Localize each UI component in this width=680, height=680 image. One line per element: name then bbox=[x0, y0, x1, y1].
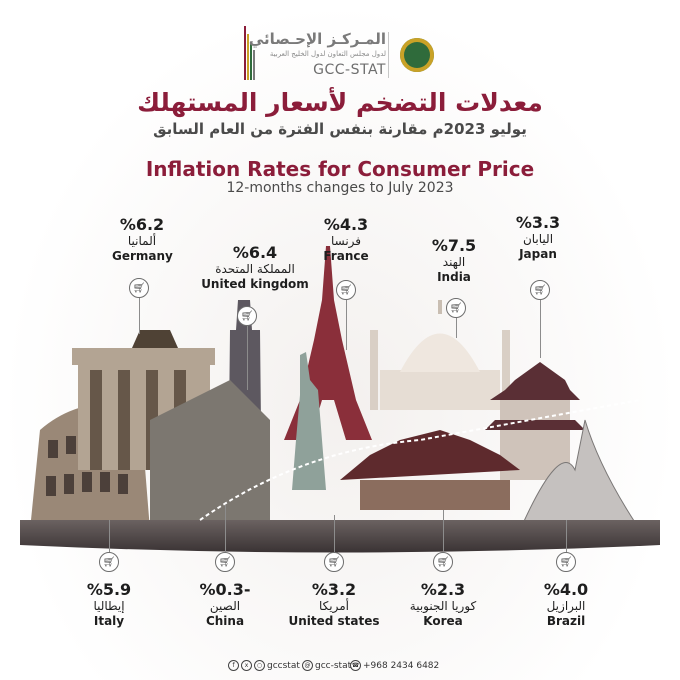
country-brazil bbox=[536, 580, 596, 629]
facebook-icon[interactable]: f bbox=[228, 660, 239, 671]
korea-rate: %2.3 bbox=[420, 580, 466, 599]
korea-pointer-line bbox=[443, 510, 444, 552]
usa-rate: %3.2 bbox=[311, 580, 357, 599]
shopping-cart-icon: 🛒︎ bbox=[129, 278, 149, 298]
brazil-rate: %4.0 bbox=[543, 580, 589, 599]
shopping-cart-icon: 🛒︎ bbox=[433, 552, 453, 572]
india-rate: %7.5 bbox=[431, 236, 477, 255]
italy-rate: %5.9 bbox=[86, 580, 132, 599]
footer bbox=[0, 660, 680, 674]
x-icon[interactable]: x bbox=[241, 660, 252, 671]
social-handle-group[interactable] bbox=[228, 660, 300, 671]
uk-name-arabic: المملكة المتحدة bbox=[215, 262, 295, 276]
shopping-cart-icon: 🛒︎ bbox=[324, 552, 344, 572]
germany-name-arabic: ألمانيا bbox=[127, 234, 157, 248]
germany-rate: %6.2 bbox=[119, 215, 165, 234]
usa-name-arabic: أمريكا bbox=[318, 599, 349, 613]
brazil-name-arabic: البرازيل bbox=[546, 599, 586, 613]
country-uk bbox=[200, 243, 310, 292]
shopping-cart-icon: 🛒︎ bbox=[446, 298, 466, 318]
japan-name-english: Japan bbox=[519, 247, 557, 261]
china-pointer-line bbox=[225, 505, 226, 552]
india-name-arabic: الهند bbox=[442, 255, 466, 269]
germany-pointer-line bbox=[139, 298, 140, 334]
country-korea bbox=[398, 580, 488, 629]
korea-name-arabic: كوريا الجنوبية bbox=[409, 599, 477, 613]
india-name-english: India bbox=[437, 270, 471, 284]
taj-mahal-shape bbox=[380, 370, 500, 410]
japan-pointer-line bbox=[540, 300, 541, 358]
uk-pointer-line bbox=[247, 326, 248, 390]
subtitle-english: 12-months changes to July 2023 bbox=[226, 180, 454, 196]
shopping-cart-icon: 🛒︎ bbox=[530, 280, 550, 300]
whatsapp-icon[interactable]: ☎ bbox=[351, 662, 360, 669]
japan-rate: %3.3 bbox=[515, 213, 561, 232]
france-pointer-line bbox=[346, 300, 347, 350]
country-italy bbox=[79, 580, 139, 629]
shopping-cart-icon: 🛒︎ bbox=[237, 306, 257, 326]
korea-name-english: Korea bbox=[423, 614, 463, 628]
country-france bbox=[316, 215, 376, 264]
subtitle-arabic: يوليو 2023م مقارنة بنفس الفترة من العام السابق bbox=[153, 120, 527, 138]
country-china bbox=[190, 580, 260, 629]
logo-subtext: لدول مجلس التعاون لدول الخليج العربية bbox=[269, 50, 386, 58]
uk-rate: %6.4 bbox=[232, 243, 278, 262]
brazil-pointer-line bbox=[566, 520, 567, 552]
brazil-name-english: Brazil bbox=[546, 614, 586, 628]
country-india bbox=[424, 236, 484, 285]
usa-pointer-line bbox=[334, 515, 335, 552]
italy-name-arabic: إيطاليا bbox=[93, 599, 125, 613]
threads-icon[interactable]: @ bbox=[302, 660, 313, 671]
shopping-cart-icon: 🛒︎ bbox=[336, 280, 356, 300]
instagram-icon[interactable]: ○ bbox=[254, 660, 265, 671]
japan-name-arabic: اليابان bbox=[522, 232, 554, 246]
logo-text-english: GCC-STAT bbox=[313, 62, 386, 78]
usa-name-english: United states bbox=[288, 614, 380, 628]
france-name-arabic: فرنسا bbox=[330, 234, 362, 248]
shopping-cart-icon: 🛒︎ bbox=[556, 552, 576, 572]
shopping-cart-icon: 🛒︎ bbox=[99, 552, 119, 572]
phone-group[interactable] bbox=[350, 660, 439, 671]
france-name-english: France bbox=[323, 249, 369, 263]
italy-name-english: Italy bbox=[93, 614, 125, 628]
social-handle-gcc-stat[interactable]: gcc-stat bbox=[315, 661, 352, 671]
country-japan bbox=[508, 213, 568, 262]
city-ground-shape bbox=[20, 520, 660, 553]
threads-handle-group[interactable] bbox=[302, 660, 351, 671]
italy-pointer-line bbox=[109, 520, 110, 552]
china-name-arabic: الصين bbox=[209, 599, 241, 613]
china-name-english: China bbox=[205, 614, 245, 628]
india-pointer-line bbox=[456, 318, 457, 338]
title-arabic: معدلات التضخم لأسعار المستهلك bbox=[137, 88, 543, 117]
uk-name-english: United kingdom bbox=[201, 277, 309, 291]
title-english: Inflation Rates for Consumer Price bbox=[145, 157, 535, 181]
logo-text-arabic: المـركـز الإحـصائي bbox=[248, 30, 386, 48]
france-rate: %4.3 bbox=[323, 215, 369, 234]
china-rate: %0.3- bbox=[199, 580, 251, 599]
phone-number[interactable]: +968 2434 6482 bbox=[363, 661, 440, 671]
social-handle-gccstat[interactable]: gccstat bbox=[267, 661, 300, 671]
shopping-cart-icon: 🛒︎ bbox=[215, 552, 235, 572]
germany-name-english: Germany bbox=[112, 249, 173, 263]
country-germany bbox=[112, 215, 172, 264]
country-usa bbox=[284, 580, 384, 629]
